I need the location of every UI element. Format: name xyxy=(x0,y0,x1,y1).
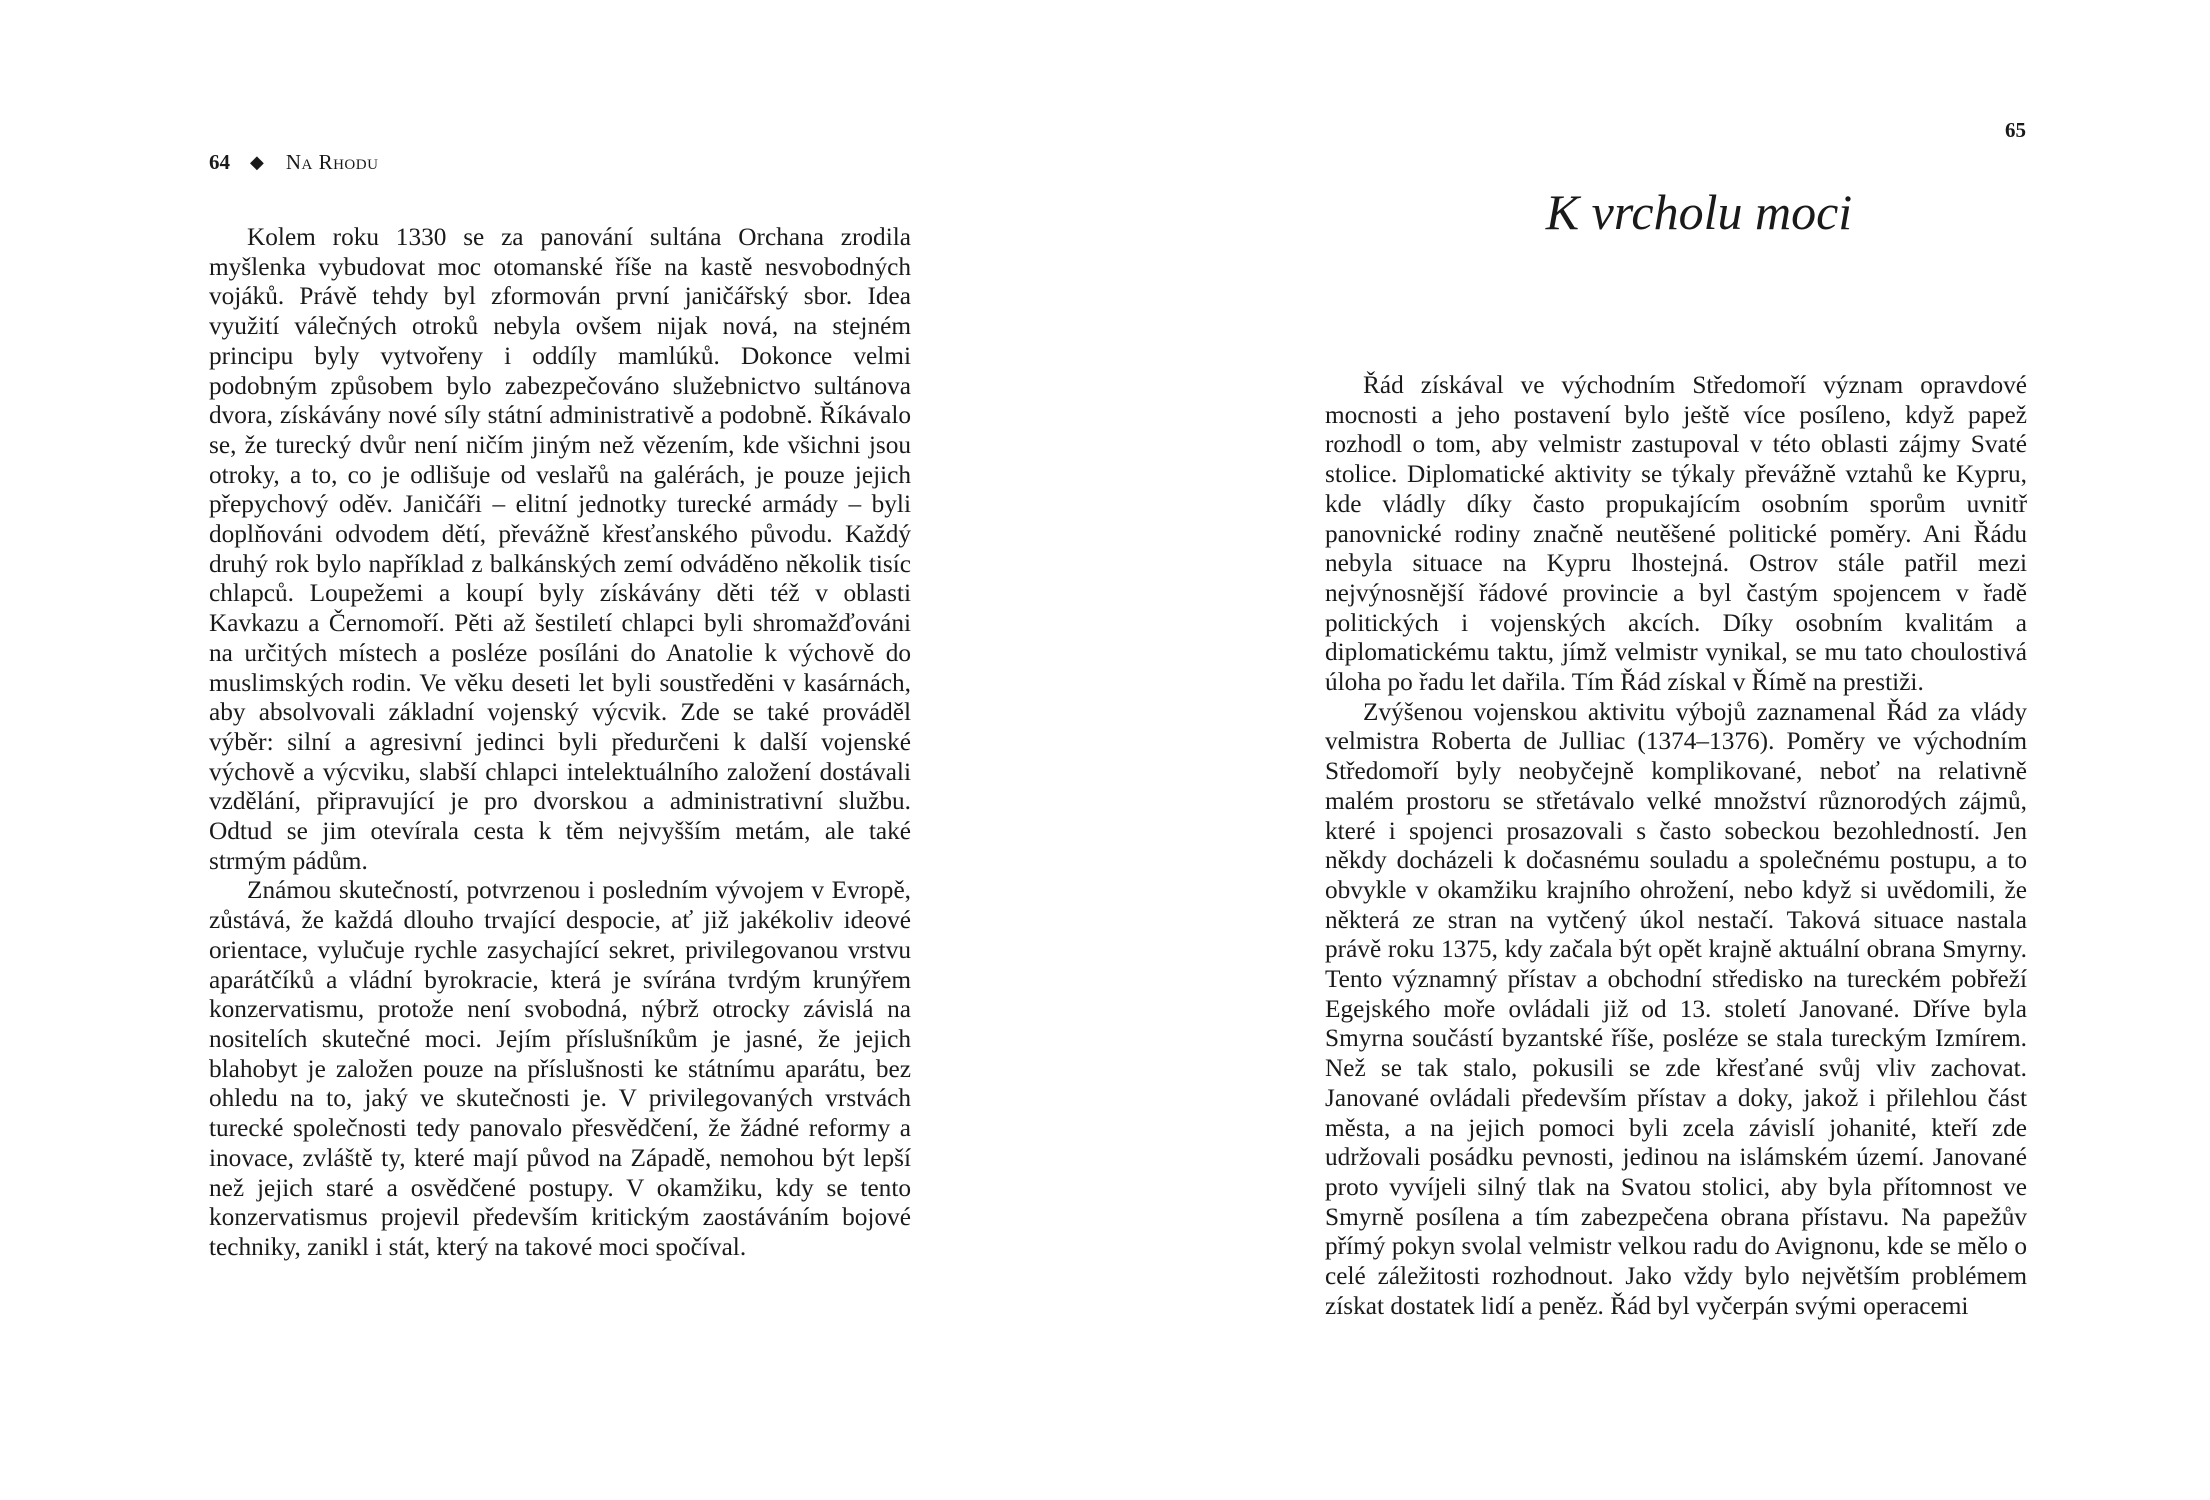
paragraph: Známou skutečností, potvrzenou i posledním vývojem v Evropě, zůstává, že každá dlouho trvající despocie, ať již jakékoliv ideové orientace, vylučuje rychle zasychající sekret, privilegovanou vrstvu aparátčíků a vládní byrokracie, která je svírána tvrdým krunýřem konzervatismu, protože není svobodná, nýbrž otrocky závislá na nositelích skutečné moci. Jejím příslušníkům je jasné, že jejich blahobyt je založen pouze na příslušnosti ke státnímu aparátu, bez ohledu na to, jaký ve skutečnosti je. V privilegovaných vrstvách turecké společnosti tedy panovalo přesvědčení, že žádné reformy a inovace, zvláště ty, které mají původ na Západě, nemohou být lepší než jejich staré a osvědčené postupy. V okamžiku, kdy se tento konzervatismus projevil především kritickým zaostáváním bojové techniky, zanikl i stát, který na takové moci spočíval. xyxy=(209,876,911,1261)
right-page-body xyxy=(1325,371,2027,1322)
right-page xyxy=(1105,0,2210,1500)
page-number: 64 xyxy=(209,150,230,174)
paragraph: Zvýšenou vojenskou aktivitu výbojů zaznamenal Řád za vlády velmistra Roberta de Julliac (1374–1376). Poměry ve východním Středomoří byly neobyčejně komplikované, neboť na relativně malém prostoru se střetávalo velké množství různorodých zájmů, které i spojenci prosazovali s často sobeckou bezohledností. Jen někdy docházeli k dočasnému souladu a společnému postupu, a to obvykle v okamžiku krajního ohrožení, nebo když si uvědomili, že některá ze stran na vytčený úkol nestačí. Taková situace nastala právě roku 1375, kdy začala být opět krajně aktuální obrana Smyrny. Tento významný přístav a obchodní středisko na tureckém pobřeží Egejského moře ovládali již od 13. století Janované. Dříve byla Smyrna součástí byzantské říše, posléze se stala tureckým Izmírem. Než se tak stalo, pokusili se zde křesťané svůj vliv zachovat. Janované ovládali především přístav a doky, jakož i přilehlou část města, a na jejich pomoci byli zcela závislí johanité, kteří zde udržovali posádku pevnosti, jedinou na islámském území. Janované proto vyvíjeli silný tlak na Svatou stolici, aby byla přítomnost ve Smyrně posílena a tím zabezpečena obrana přístavu. Na papežův přímý pokyn svolal velmistr velkou radu do Avignonu, kde se mělo o celé záležitosti rozhodnout. Jako vždy bylo největším problémem získat dostatek lidí a peněz. Řád byl vyčerpán svými operacemi xyxy=(1325,697,2027,1320)
chapter-title: K vrcholu moci xyxy=(1545,184,1853,240)
left-page-body xyxy=(209,223,911,1263)
running-head-title: Na Rhodu xyxy=(285,150,379,174)
paragraph: Kolem roku 1330 se za panování sultána Orchana zrodila myšlenka vybudovat moc otomanské říše na kastě nesvobodných vojáků. Právě tehdy byl zformován první janičářský sbor. Idea využití válečných otroků nebyla ovšem nijak nová, na stejném principu byly vytvořeny i oddíly mamlúků. Dokonce velmi podobným způsobem bylo zabezpečováno služebnictvo sultánova dvora, získávány nové síly státní administrativě a podobně. Říkávalo se, že turecký dvůr není ničím jiným než vězením, kde všichni jsou otroky, a to, co je odlišuje od veslařů na galérách, je pouze jejich přepychový oděv. Janičáři – elitní jednotky turecké armády – byli doplňováni odvodem dětí, převážně křesťanského původu. Každý druhý rok bylo například z balkánských zemí odváděno několik tisíc chlapců. Loupežemi a koupí byly získávány děti též v oblasti Kavkazu a Černomoří. Pěti až šestiletí chlapci byli shromažďováni na určitých místech a posléze posíláni do Anatolie k výchově do muslimských rodin. Ve věku deseti let byli soustředěni v kasárnách, aby absolvovali základní vojenský výcvik. Zde se také prováděl výběr: silní a agresivní jedinci byli předurčeni k další vojenské výchově a výcviku, slabší chlapci intelektuálního založení dostávali vzdělání, připravující je pro dvorskou a administrativní službu. Odtud se jim otevírala cesta k těm nejvyšším metám, ale také strmým pádům. xyxy=(209,223,911,875)
page-number: 65 xyxy=(2005,118,2026,142)
diamond-separator-icon: ◆ xyxy=(250,152,264,172)
paragraph: Řád získával ve východním Středomoří význam opravdové mocnosti a jeho postavení bylo ještě více posíleno, když papež rozhodl o tom, aby velmistr zastupoval v této oblasti zájmy Svaté stolice. Diplomatické aktivity se týkaly převážně vztahů ke Kypru, kde vládly díky často propukajícím osobním sporům uvnitř panovnické rodiny značně neutěšené politické poměry. Ani Řádu nebyla situace na Kypru lhostejná. Ostrov stále patřil mezi nejvýnosnější řádové provincie a byl častým spojencem v řadě politických i vojenských akcích. Díky osobním kvalitám a diplomatickému taktu, jímž velmistr vynikal, se mu tato choulostivá úloha po řadu let dařila. Tím Řád získal v Římě na prestiži. xyxy=(1325,371,2027,697)
running-head xyxy=(209,150,378,175)
